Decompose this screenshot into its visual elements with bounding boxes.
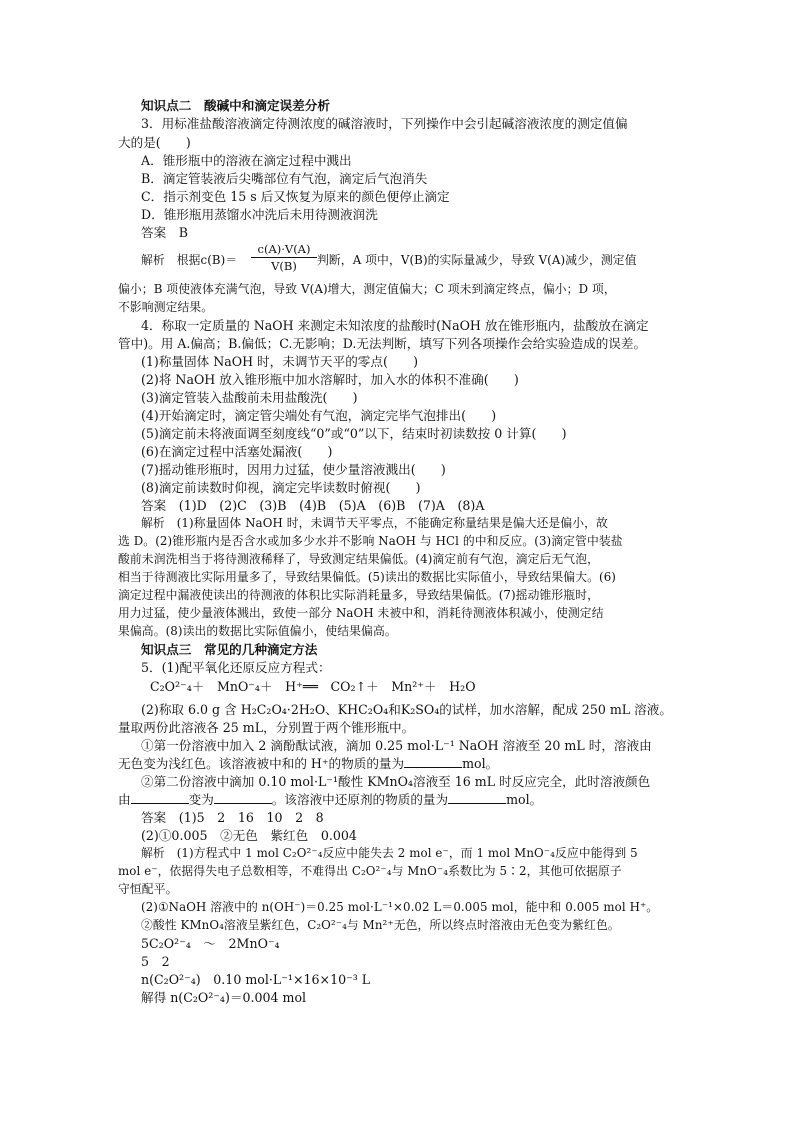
q3-explanation-formula-line	[141, 240, 701, 280]
q4-item-5: (5)滴定前未将液面调至刻度线“0”或“0”以下，结束时初读数按 0 计算( )	[141, 426, 567, 441]
q5-sub1-line1: ①第一份溶液中加入 2 滴酚酞试液，滴加 0.25 mol·L⁻¹ NaOH 溶液至 20 mL 时，溶液由	[141, 738, 652, 753]
section-title-kp2: 知识点二 酸碱中和滴定误差分析	[141, 98, 330, 113]
answer-blank[interactable]	[131, 791, 189, 804]
q5-sub2-line2	[0, 791, 794, 808]
q5-result-line: 解得 n(C₂O²⁻₄)＝0.004 mol	[141, 990, 307, 1005]
q3-explanation-line2: 偏小；B 项使液体充满气泡，导致 V(A)增大，测定值偏大；C 项未到滴定终点，偏小；D 项，	[118, 282, 616, 296]
q5-sub2-line1: ②第二份溶液中滴加 0.10 mol·L⁻¹酸性 KMnO₄溶液至 16 mL 时反应完全，此时溶液颜色	[141, 774, 651, 789]
q5-explanation-line2: mol e⁻，依据得失电子总数相等，不难得出 C₂O²⁻₄与 MnO⁻₄系数比为 5∶2，其他可依据原子	[118, 864, 622, 878]
q4-explanation-line7: 果偏高。(8)读出的数据比实际值偏小，使结果偏高。	[118, 624, 397, 638]
section-title-kp3: 知识点三 常见的几种滴定方法	[141, 642, 318, 657]
q4-item-1: (1)称量固体 NaOH 时，未调节天平的零点( )	[141, 354, 419, 369]
q3-explanation-suffix: 判断，A 项中，V(B)的实际量减少，导致 V(A)减少，测定值	[317, 253, 637, 267]
q4-item-4: (4)开始滴定时，滴定管尖端处有气泡，滴定完毕气泡排出( )	[141, 408, 497, 423]
q4-item-8: (8)滴定前读数时仰视，滴定完毕读数时俯视( )	[141, 480, 421, 495]
answer-blank[interactable]	[214, 791, 272, 804]
q5-explanation-line1: 解析 (1)方程式中 1 mol C₂O²⁻₄反应中能失去 2 mol e⁻，而 1 mol MnO⁻₄反应中能得到 5	[141, 846, 638, 860]
q5-sub1-unit: mol。	[462, 756, 499, 771]
q5-part2-line2: 量取两份此溶液各 25 mL，分别置于两个锥形瓶中。	[118, 720, 415, 735]
fraction-numerator: c(A)·V(A)	[257, 242, 311, 256]
q4-item-2: (2)将 NaOH 放入锥形瓶中加水溶解时，加入水的体积不准确( )	[141, 372, 519, 387]
q4-explanation-line5: 滴定过程中漏液使读出的待测液的体积比实际消耗量多，导致结果偏低。(7)摇动锥形瓶时，	[118, 588, 599, 602]
q4-explanation-line2: 选 D。(2)锥形瓶内是否含水或加多少水并不影响 NaOH 与 HCl 的中和反应。(3)滴定管中装盐	[118, 534, 623, 548]
q4-explanation-line6: 用力过猛，使少量液体溅出，致使一部分 NaOH 未被中和，消耗待测液体积减小，使测定结	[118, 606, 604, 620]
fraction-bar	[251, 257, 317, 258]
q3-answer: 答案 B	[141, 225, 189, 240]
q3-stem-line2: 大的是( )	[118, 135, 191, 150]
answer-blank[interactable]	[448, 791, 506, 804]
q5-part2-line1: (2)称取 6.0 g 含 H₂C₂O₄·2H₂O、KHC₂O₄和K₂SO₄的试样，加水溶解，配成 250 mL 溶液。	[141, 702, 672, 717]
fraction-denominator: V(B)	[271, 259, 297, 273]
q5-sub1-line2	[0, 755, 794, 772]
answer-blank[interactable]	[404, 755, 462, 768]
q5-sub2-text-b: 变为	[188, 792, 214, 807]
q4-stem-line2: 管中)。用 A.偏高；B.偏低；C.无影响；D.无法判断，填写下列各项操作会给实验造成的误差。	[118, 336, 647, 351]
q5-proportion-line: n(C₂O²⁻₄) 0.10 mol·L⁻¹×16×10⁻³ L	[141, 972, 371, 987]
q5-sub2-text-c: 。该溶液中还原剂的物质的量为	[271, 792, 449, 807]
q5-ratio-line: 5C₂O²⁻₄ ～ 2MnO⁻₄	[141, 936, 280, 951]
q3-option-c: C．指示剂变色 15 s 后又恢复为原来的颜色便停止滴定	[141, 189, 450, 204]
q3-option-d: D．锥形瓶用蒸馏水冲洗后未用待测液润洗	[141, 207, 378, 222]
q4-item-3: (3)滴定管装入盐酸前未用盐酸洗( )	[141, 390, 358, 405]
q3-option-b: B．滴定管装液后尖嘴部位有气泡，滴定后气泡消失	[141, 171, 428, 186]
q3-option-a: A．锥形瓶中的溶液在滴定过程中溅出	[141, 153, 352, 168]
q5-sub2-unit: mol。	[506, 792, 543, 807]
q4-item-6: (6)在滴定过程中活塞处漏液( )	[141, 444, 333, 459]
q3-stem-line1: 3．用标准盐酸溶液滴定待测浓度的碱溶液时，下列操作中会引起碱溶液浓度的测定值偏	[141, 116, 628, 131]
q5-part1-prompt: 5．(1)配平氧化还原反应方程式：	[141, 660, 331, 675]
q5-equation: C₂O²⁻₄＋ MnO⁻₄＋ H⁺══ CO₂↑＋ Mn²⁺＋ H₂O	[150, 679, 476, 694]
q5-sub2-text-a: 由	[118, 792, 131, 807]
q5-sub1-text: 无色变为浅红色。该溶液被中和的 H⁺的物质的量为	[118, 756, 405, 771]
q5-explanation-line5: ②酸性 KMnO₄溶液呈紫红色，C₂O²⁻₄与 Mn²⁺无色，所以终点时溶液由无色变为紫红色。	[141, 918, 620, 932]
q4-answer: 答案 (1)D (2)C (3)B (4)B (5)A (6)B (7)A (8)A	[141, 498, 485, 513]
q4-item-7: (7)摇动锥形瓶时，因用力过猛，使少量溶液溅出( )	[141, 462, 446, 477]
q5-answer: 答案 (1)5 2 16 10 2 8	[141, 810, 324, 825]
q5-ratio-coefficients: 5 2	[141, 954, 170, 969]
q5-answer-part2: (2)①0.005 ②无色 紫红色 0.004	[141, 828, 357, 843]
q4-explanation-line3: 酸前未润洗相当于将待测液稀释了，导致测定结果偏低。(4)滴定前有气泡，滴定后无气泡，	[118, 552, 599, 566]
q3-explanation-prefix: 解析 根据c(B)＝	[141, 253, 238, 267]
fraction	[251, 242, 317, 273]
q5-explanation-line4: (2)①NaOH 溶液中的 n(OH⁻)＝0.25 mol·L⁻¹×0.02 L＝0.005 mol，能中和 0.005 mol H⁺。	[141, 900, 659, 914]
q3-explanation-line3: 不影响测定结果。	[118, 300, 214, 314]
q5-explanation-line3: 守恒配平。	[118, 882, 178, 896]
q4-explanation-line4: 相当于待测液比实际用量多了，导致结果偏低。(5)读出的数据比实际值小，导致结果偏大。(6)	[118, 570, 617, 584]
q4-stem-line1: 4．称取一定质量的 NaOH 来测定未知浓度的盐酸时(NaOH 放在锥形瓶内，盐酸放在滴定	[141, 318, 649, 333]
q4-explanation-line1: 解析 (1)称量固体 NaOH 时，未调节天平零点，不能确定称量结果是偏大还是偏小，故	[141, 516, 608, 530]
